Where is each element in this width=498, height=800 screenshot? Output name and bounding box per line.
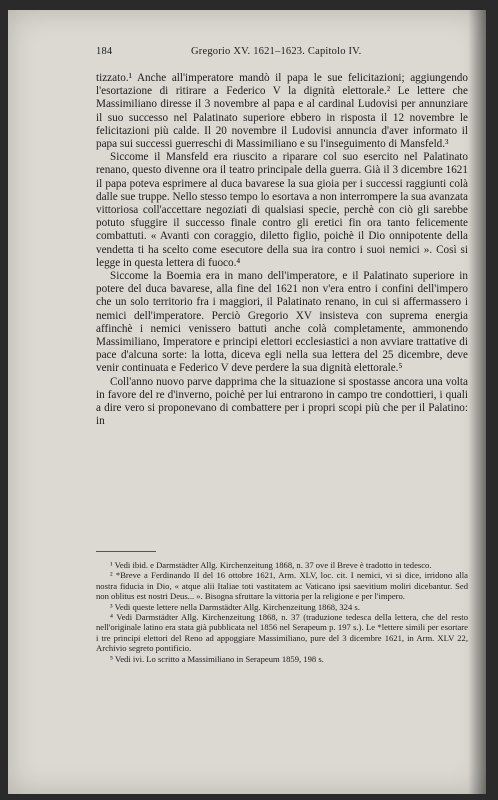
main-text — [96, 72, 468, 428]
paragraph: Siccome il Mansfeld era riuscito a riparare col suo esercito nel Palatinato renano, questo divenne ora il teatro principale della guerra. Già il 3 dicembre 1621 il papa poteva esprimere al duca bavarese la sua gioia per i successi raggiunti colà dalle sue truppe. Nello stesso tempo lo esortava a non interrompere la sua avanzata vittoriosa coll'accettare negoziati di qualsiasi specie, perchè con ciò gli sarebbe potuto sfuggire il successo finale contro gli eretici fin ora tanto felicemente combattuti. « Avanti con coraggio, diletto figlio, poichè il Dio onnipotente della vendetta ti ha scelto come esecutore della sua ira contro i suoi nemici ». Così si legge in questa lettera di fuoco.⁴ — [96, 151, 468, 269]
footnote: ⁴ Vedi Darmstädter Allg. Kirchenzeitung 1868, n. 37 (traduzione tedesca della lettera, che del resto nell'originale latino era stata già pubblicata nel 1856 nel Serapeum p. 197 s.). Le *lettere simili per esortare i tre principi elettori del Reno ad appoggiare Massimiliano, pure del 3 dicembre 1621, in Arm. XLV 22, Archivio segreto pontificio. — [96, 612, 468, 654]
footnote: ² *Breve a Ferdinando II del 16 ottobre 1621, Arm. XLV, loc. cit. I nemici, vi si dice, irridono alla nostra fiducia in Dio, « atque alii Italiae toti vastitatem ac Vaticano ipsi saevitium moliri dicebantur. Sed non oblitus est nostri Deus... ». Bisogna sfruttare la vittoria per la religione e per l'impero. — [96, 570, 468, 602]
book-page — [8, 10, 486, 794]
paragraph: Siccome la Boemia era in mano dell'imperatore, e il Palatinato superiore in potere del duca bavarese, alla fine del 1621 non v'era entro i confini dell'impero che un solo territorio fra i maggiori, il Palatinato renano, in cui si affermassero i nemici dell'imperatore. Perciò Gregorio XV insisteva con suprema energia affinchè i nemici venissero battuti anche colà completamente, ammonendo Massimiliano, Imperatore e principi elettori ecclesiastici a non avviare trattative di pace d'alcuna sorte: la lotta, diceva egli nella sua lettera del 25 dicembre, deve venir continuata e Federico V deve perdere la sua dignità elettorale.⁵ — [96, 270, 468, 375]
page-number: 184 — [96, 46, 113, 57]
page-edge-shadow — [468, 10, 486, 794]
footnotes — [96, 560, 468, 664]
footnote-divider — [96, 551, 156, 552]
footnote: ⁵ Vedi ivi. Lo scritto a Massimiliano in Serapeum 1859, 198 s. — [110, 653, 324, 664]
running-title: Gregorio XV. 1621–1623. Capitolo IV. — [191, 46, 362, 57]
footnote: ³ Vedi queste lettere nella Darmstädter Allg. Kirchenzeitung 1868, 324 s. — [110, 601, 360, 612]
paragraph: Coll'anno nuovo parve dapprima che la situazione si spostasse ancora una volta in favore del re d'inverno, poichè per lui entrarono in campo tre condottieri, i quali a dire vero si proponevano di combattere per i propri scopi più che per il Palatino: in — [96, 375, 468, 428]
footnote: ¹ Vedi ibid. e Darmstädter Allg. Kirchenzeitung 1868, n. 37 ove il Breve è tradotto in tedesco. — [110, 560, 432, 570]
paragraph: tizzato.¹ Anche all'imperatore mandò il papa le sue felicitazioni; aggiungendo l'esortazione di ritirare a Federico V la dignità elettorale.² Le lettere che Massimiliano diresse il 3 novembre al papa e al cardinal Ludovisi per annunziare il suo successo nel Palatinato superiore ebbero in risposta il 12 novembre le felicitazioni più calde. Il 20 novembre il Ludovisi annuncia d'aver informato il papa sui successi guerreschi di Massimiliano e su l'inseguimento di Mansfeld.³ — [96, 72, 468, 151]
